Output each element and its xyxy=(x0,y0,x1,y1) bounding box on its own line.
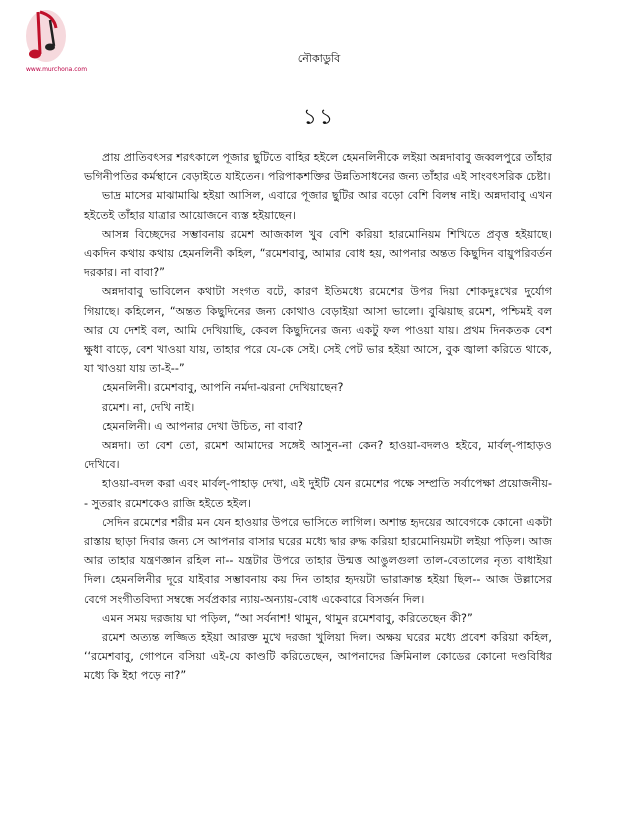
paragraph: অন্নদাবাবু ভাবিলেন কথাটা সংগত বটে, কারণ ইতিমধ্যে রমেশের উপর দিয়া শোকদুঃখের দুর্যোগ গিয়াছে। কহিলেন, “অন্তত কিছুদিনের জন্য কোথাও বেড়াইয়া আসা ভালো। বুঝিয়াছ রমেশ, পশ্চিমই বল আর যে দেশই বল, আমি দেখিয়াছি, কেবল কিছুদিনের জন্য একটু ফল পাওয়া যায়। প্রথম দিনকতক বেশ ক্ষুধা বাড়ে, বেশ খাওয়া যায়, তাহার পরে যে-কে সেই। সেই পেট ভার হইয়া আসে, বুক জ্বালা করিতে থাকে, যা খাওয়া যায় তা-ই--” xyxy=(84,285,552,376)
running-head: নৌকাডুবি xyxy=(297,52,341,65)
paragraph: রমেশ অত্যন্ত লজ্জিত হইয়া আরক্ত মুখে দরজা খুলিয়া দিল। অক্ষয় ঘরের মধ্যে প্রবেশ করিয়া কহিল, ‘‘রমেশবাবু, গোপনে বসিয়া এই-যে কাণ্ডটি করিতেছেন, আপনাদের ক্রিমিনাল কোডের কোনো দণ্ডবিধির মধ্যে কি ইহা পড়ে না?” xyxy=(84,631,552,683)
paragraph: হেমনলিনী। এ আপনার দেখা উচিত, না বাবা? xyxy=(102,419,303,433)
paragraph: সেদিন রমেশের শরীর মন যেন হাওয়ার উপরে ভাসিতে লাগিল। অশান্ত হৃদয়ের আবেগকে কোনো একটা রাস্তায় ছাড়া দিবার জন্য সে আপনার বাসার ঘরের মধ্যে দ্বার রুদ্ধ করিয়া হারমোনিয়মটা লইয়া পড়িল। আজ আর তাহার যন্ত্রণজ্ঞান রহিল না-- যন্ত্রটার উপরে তাহার উন্মত্ত আঙুলগুলা তাল-বেতালের নৃত্য বাধাইয়া দিল। হেমনলিনীর দূরে যাইবার সম্ভাবনায় কয় দিন তাহার হৃদয়টা ভারাক্রান্ত হইয়া ছিল-- আজ উল্লাসের বেগে সংগীতবিদ্যা সম্বন্ধে সর্বপ্রকার ন্যায়-অন্যায়-বোধ একেবারে বিসর্জন দিল। xyxy=(84,515,552,606)
paragraph: ভাদ্র মাসের মাঝামাঝি হইয়া আসিল, এবারে পূজার ছুটির আর বড়ো বেশি বিলম্ব নাই। অন্নদাবাবু এখন হইতেই তাঁহার যাত্রার আয়োজনে ব্যস্ত হইয়াছেন। xyxy=(84,189,552,222)
body-text xyxy=(84,148,552,686)
paragraph: রমেশ। না, দেখি নাই। xyxy=(102,400,195,414)
paragraph: এমন সময় দরজায় ঘা পড়িল, “আ সর্বনাশ! থামুন, থামুন রমেশবাবু, করিতেছেন কী?” xyxy=(102,611,473,625)
paragraph: হেমনলিনী। রমেশবাবু, আপনি নর্মদা-ঝরনা দেখিয়াছেন? xyxy=(102,381,344,395)
paragraph: প্রায় প্রাতিবৎসর শরৎকালে পূজার ছুটিতে বাহির হইলে হেমনলিনীকে লইয়া অন্নদাবাবু জব্বলপুরে তাঁহার ভগিনীপতির কর্মস্থানে বেড়াইতে যাইতেন। পরিপাকশক্তির উন্নতিসাধনের জন্য তাঁহার এই সাংবৎসরিক চেষ্টা। xyxy=(84,151,552,184)
paragraph: অন্নদা। তা বেশ তো, রমেশ আমাদের সঙ্গেই আসুন-না কেন? হাওয়া-বদলও হইবে, মার্বল্-পাহাড়ও দেখিবে। xyxy=(84,439,552,472)
chapter-number: ১১ xyxy=(302,105,336,130)
logo-caption: www.murchona.com xyxy=(26,66,88,73)
paragraph: হাওয়া-বদল করা এবং মার্বল্-পাহাড় দেখা, এই দুইটি যেন রমেশের পক্ষে সম্প্রতি সর্বাপেক্ষা প্রয়োজনীয়-- সুতরাং রমেশকেও রাজি হইতে হইল। xyxy=(84,477,552,510)
paragraph: আসন্ন বিচ্ছেদের সম্ভাবনায় রমেশ আজকাল খুব বেশি করিয়া হারমোনিয়ম শিখিতে প্রবৃত্ত হইয়াছে। একদিন কথায় কথায় হেমনলিনী কহিল, “রমেশবাবু, আমার বোধ হয়, আপনার অন্তত কিছুদিন বায়ুপরিবর্তন দরকার। না বাবা?” xyxy=(84,227,552,280)
